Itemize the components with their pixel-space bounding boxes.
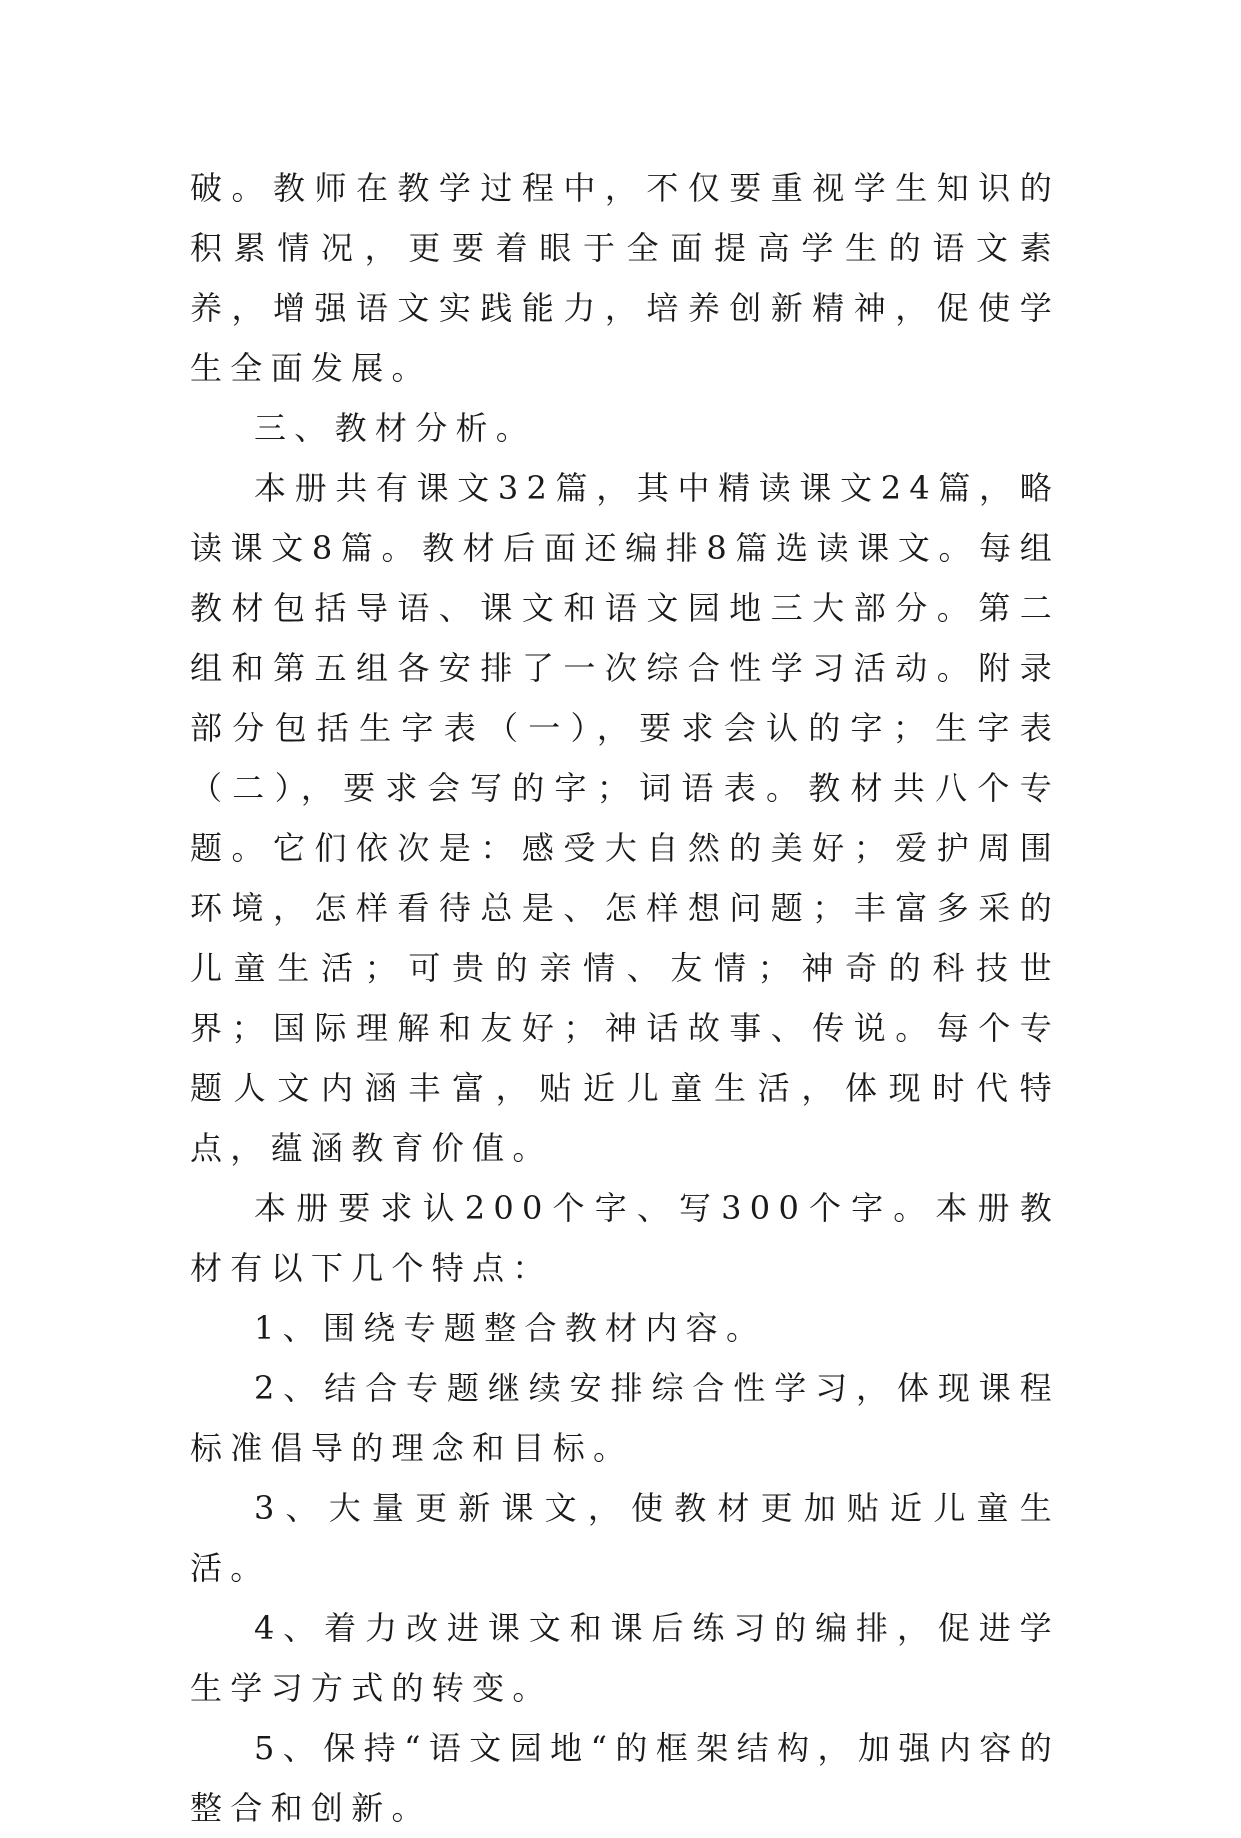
list-item-4: 4、着力改进课文和课后练习的编排，促进学生学习方式的转变。 [190,1609,1060,1707]
list-item-2: 2、结合专题继续安排综合性学习，体现课程标准倡导的理念和目标。 [190,1369,1060,1467]
list-item-5: 5、保持“语文园地“的框架结构，加强内容的整合和创新。 [190,1729,1060,1827]
section-heading-textbook-analysis: 三、教材分析。 [254,409,537,447]
paragraph-requirements: 本册要求认200个字、写300个字。本册教材有以下几个特点： [190,1189,1060,1287]
list-item-3: 3、大量更新课文，使教材更加贴近儿童生活。 [190,1489,1060,1587]
paragraph-continuation: 破。教师在教学过程中，不仅要重视学生知识的积累情况，更要着眼于全面提高学生的语文素养，增强语文实践能力，培养创新精神，促使学生全面发展。 [190,169,1060,387]
list-item-1: 1、围绕专题整合教材内容。 [254,1309,767,1347]
paragraph-textbook-overview: 本册共有课文32篇，其中精读课文24篇，略读课文8篇。教材后面还编排8篇选读课文。每组教材包括导语、课文和语文园地三大部分。第二组和第五组各安排了一次综合性学习活动。附录部分包括生字表（一），要求会认的字；生字表（二），要求会写的字；词语表。教材共八个专题。它们依次是：感受大自然的美好；爱护周围环境，怎样看待总是、怎样想问题；丰富多采的儿童生活；可贵的亲情、友情；神奇的科技世界；国际理解和友好；神话故事、传说。每个专题人文内涵丰富，贴近儿童生活，体现时代特点，蕴涵教育价值。 [190,469,1060,1167]
document-body [190,158,1060,1838]
